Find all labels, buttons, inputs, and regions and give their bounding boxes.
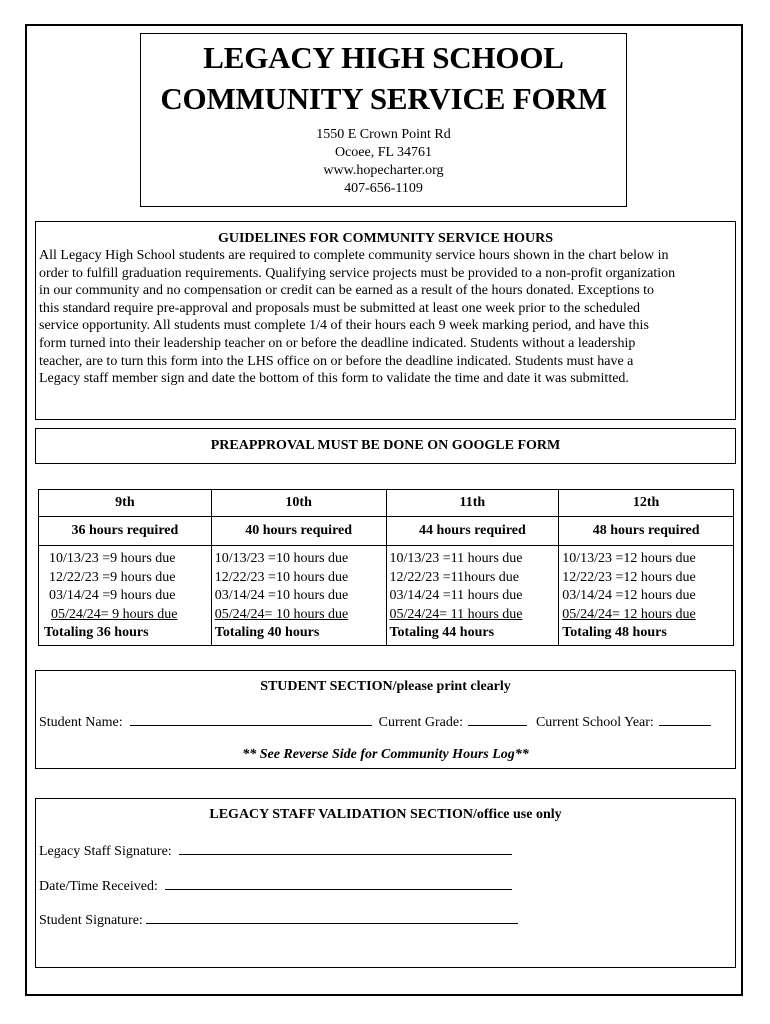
required-hours: 40 hours required xyxy=(211,517,386,546)
due-date: 03/14/24 =9 hours due xyxy=(49,588,176,603)
due-date: 05/24/24= 10 hours due xyxy=(214,606,349,622)
current-school-year-field[interactable] xyxy=(659,713,711,726)
guidelines-line: All Legacy High School students are required to complete community service hours shown in the chart below in xyxy=(39,248,669,263)
required-hours: 48 hours required xyxy=(559,517,734,546)
required-hours-row xyxy=(39,517,734,546)
school-phone: 407-656-1109 xyxy=(344,181,423,196)
staff-signature-field[interactable] xyxy=(179,842,512,855)
grade-header: 11th xyxy=(386,490,559,517)
due-date: 10/13/23 =11 hours due xyxy=(389,551,523,566)
required-hours: 44 hours required xyxy=(386,517,559,546)
current-school-year-label: Current School Year: xyxy=(535,715,654,730)
due-dates-9th xyxy=(39,546,212,646)
grade-header-row xyxy=(39,490,734,517)
guidelines-line: form turned into their leadership teacher on or before the deadline indicated. Students without a leadership xyxy=(39,335,636,351)
staff-validation-section xyxy=(35,798,736,968)
due-dates-11th xyxy=(386,546,559,646)
due-dates-12th xyxy=(559,546,734,646)
total-hours: Totaling 36 hours xyxy=(44,625,149,640)
reverse-side-note: ** See Reverse Side for Community Hours Log** xyxy=(242,747,529,762)
guidelines-line: order to fulfill graduation requirements. Qualifying service projects must be provided to a non-profit organization xyxy=(39,265,676,281)
due-date: 12/22/23 =10 hours due xyxy=(214,569,349,585)
staff-signature-row xyxy=(39,842,512,860)
school-website: www.hopecharter.org xyxy=(323,163,444,178)
due-date: 03/14/24 =12 hours due xyxy=(562,588,696,603)
due-date: 10/13/23 =9 hours due xyxy=(49,551,176,566)
guidelines-box xyxy=(35,221,736,420)
grade-header: 9th xyxy=(39,490,212,517)
student-signature-field[interactable] xyxy=(146,911,518,924)
due-date: 05/24/24= 9 hours due xyxy=(51,606,178,622)
hours-requirement-table xyxy=(38,489,734,646)
date-time-row xyxy=(39,877,512,895)
student-name-label: Student Name: xyxy=(39,715,123,730)
form-title-line1: LEGACY HIGH SCHOOL xyxy=(203,40,564,75)
guidelines-line: this standard require pre-approval and proposals must be submitted at least one week prior to the scheduled xyxy=(39,300,641,316)
due-dates-10th xyxy=(211,546,386,646)
grade-header: 12th xyxy=(559,490,734,517)
current-grade-label: Current Grade: xyxy=(378,715,463,730)
student-section xyxy=(35,670,736,769)
due-date: 10/13/23 =10 hours due xyxy=(214,551,349,566)
grade-header: 10th xyxy=(211,490,386,517)
student-name-field[interactable] xyxy=(130,713,372,726)
due-date: 05/24/24= 12 hours due xyxy=(562,606,696,622)
date-time-received-field[interactable] xyxy=(165,877,512,890)
total-hours: Totaling 40 hours xyxy=(214,625,320,640)
student-signature-label: Student Signature: xyxy=(39,913,143,928)
address-city: Ocoee, FL 34761 xyxy=(334,145,433,160)
guidelines-line: Legacy staff member sign and date the bottom of this form to validate the time and date it was submitted. xyxy=(39,371,629,387)
due-date: 12/22/23 =12 hours due xyxy=(562,569,696,585)
guidelines-line: in our community and no compensation or credit can be earned as a result of the hours donated. Exceptions to xyxy=(39,283,655,299)
preapproval-notice: PREAPPROVAL MUST BE DONE ON GOOGLE FORM xyxy=(35,428,736,464)
student-signature-row xyxy=(39,911,518,929)
staff-signature-label: Legacy Staff Signature: xyxy=(39,844,172,859)
staff-section-title: LEGACY STAFF VALIDATION SECTION/office use only xyxy=(209,807,562,822)
due-date: 03/14/24 =11 hours due xyxy=(389,588,523,603)
current-grade-field[interactable] xyxy=(468,713,527,726)
guidelines-title: GUIDELINES FOR COMMUNITY SERVICE HOURS xyxy=(217,231,554,246)
date-time-received-label: Date/Time Received: xyxy=(39,879,158,894)
due-dates-row xyxy=(39,546,734,646)
guidelines-text xyxy=(36,247,735,388)
student-section-title: STUDENT SECTION/please print clearly xyxy=(260,679,511,694)
header-box xyxy=(140,33,627,207)
required-hours: 36 hours required xyxy=(39,517,212,546)
due-date: 10/13/23 =12 hours due xyxy=(562,551,696,566)
address-street: 1550 E Crown Point Rd xyxy=(316,127,451,142)
total-hours: Totaling 48 hours xyxy=(562,625,667,640)
form-title-line2: COMMUNITY SERVICE FORM xyxy=(160,81,607,116)
total-hours: Totaling 44 hours xyxy=(389,625,495,640)
due-date: 03/14/24 =10 hours due xyxy=(214,588,349,603)
due-date: 05/24/24= 11 hours due xyxy=(389,606,523,622)
guidelines-line: teacher, are to turn this form into the LHS office on or before the deadline indicated. Students must have a xyxy=(39,353,634,369)
guidelines-line: service opportunity. All students must complete 1/4 of their hours each 9 week marking period, and have this xyxy=(39,318,649,334)
due-date: 12/22/23 =9 hours due xyxy=(49,569,176,585)
student-info-row xyxy=(36,713,735,731)
due-date: 12/22/23 =11hours due xyxy=(389,569,519,585)
